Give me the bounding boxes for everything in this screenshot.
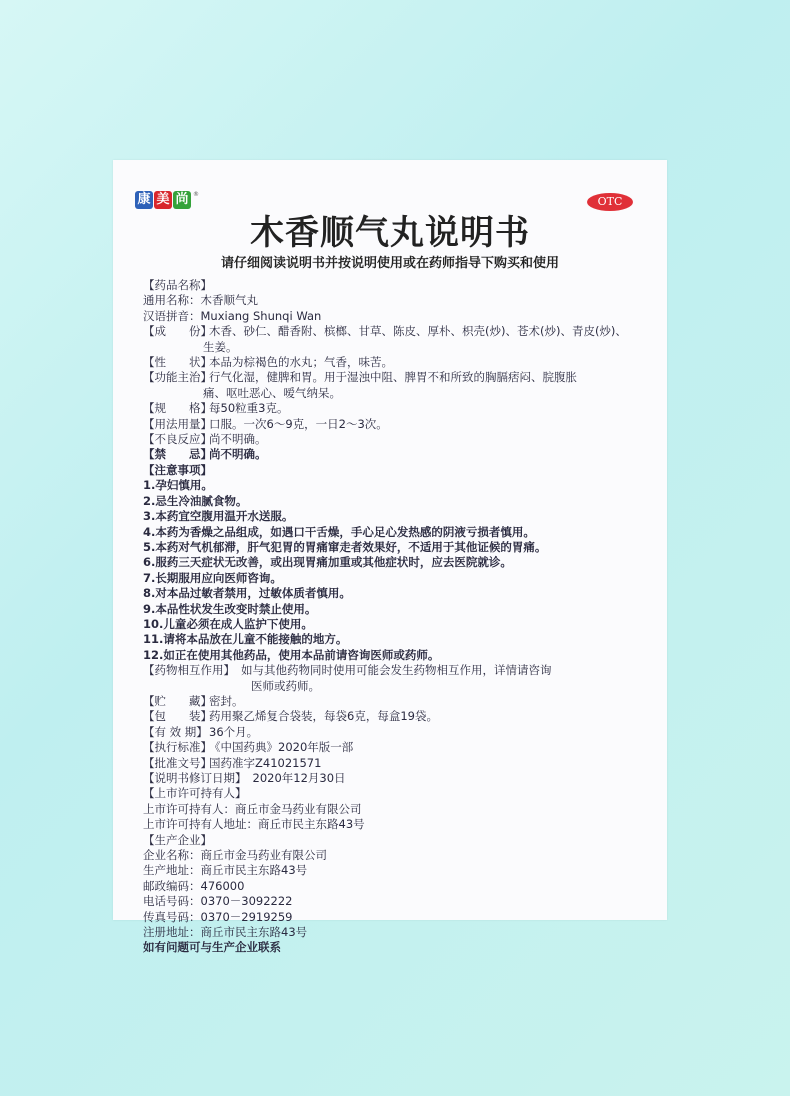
- composition-row: [143, 324, 653, 339]
- contra-value: 尚不明确。: [209, 447, 267, 462]
- approval-value: 国药准字Z41021571: [209, 755, 322, 770]
- package-value: 药用聚乙烯复合袋装，每袋6克，每盒19袋。: [209, 709, 438, 724]
- interaction-value-cont: 医师或药师。: [251, 678, 320, 693]
- usage-row: [143, 417, 653, 432]
- usage-label: 【用法用量】: [143, 416, 212, 431]
- holder-name: 上市许可持有人：商丘市金马药业有限公司: [143, 801, 362, 816]
- page-subtitle: 请仔细阅读说明书并按说明使用或在药师指导下购买和使用: [220, 256, 559, 271]
- revision-row: [143, 771, 653, 786]
- composition-label: 【成 份】: [143, 324, 212, 339]
- standard-value: 《中国药典》2020年版一部: [209, 740, 354, 755]
- brand-char-3: 尚: [173, 191, 191, 209]
- note-item: 10.儿童必须在成人监护下使用。: [143, 616, 313, 631]
- registered-mark: ®: [193, 191, 199, 198]
- interaction-value: 如与其他药物同时使用可能会发生药物相互作用，详情请咨询: [241, 663, 552, 678]
- interaction-label: 【药物相互作用】: [143, 663, 235, 678]
- package-row: [143, 709, 653, 724]
- properties-label: 【性 状】: [143, 355, 212, 370]
- contra-row: [143, 447, 653, 462]
- drug-name-header: 【药品名称】: [143, 278, 212, 292]
- adverse-value: 尚不明确。: [209, 432, 267, 447]
- standard-label: 【执行标准】: [143, 740, 212, 755]
- note-item: 4.本药为香燥之品组成，如遇口干舌燥，手心足心发热感的阴液亏损者慎用。: [143, 524, 535, 539]
- properties-row: [143, 355, 653, 370]
- contact-note: 如有问题可与生产企业联系: [143, 940, 281, 955]
- postcode: 邮政编码：476000: [143, 878, 245, 893]
- registered-address: 注册地址：商丘市民主东路43号: [143, 925, 308, 940]
- contra-label: 【禁 忌】: [143, 447, 212, 462]
- notes-header: 【注意事项】: [143, 462, 212, 477]
- storage-label: 【贮 藏】: [143, 693, 212, 708]
- brand-char-2: 美: [154, 191, 172, 209]
- storage-value: 密封。: [209, 693, 244, 708]
- spec-row: [143, 401, 653, 416]
- revision-value: 2020年12月30日: [252, 771, 346, 785]
- adverse-row: [143, 432, 653, 447]
- note-item: 9.本品性状发生改变时禁止使用。: [143, 601, 317, 616]
- storage-row: [143, 694, 653, 709]
- spec-value: 每50粒重3克。: [209, 401, 289, 416]
- note-item: 11.请将本品放在儿童不能接触的地方。: [143, 632, 348, 647]
- note-item: 8.对本品过敏者禁用，过敏体质者慎用。: [143, 586, 351, 601]
- indications-label: 【功能主治】: [143, 370, 212, 385]
- revision-label: 【说明书修订日期】: [143, 771, 247, 785]
- package-label: 【包 装】: [143, 709, 212, 724]
- holder-header: 【上市许可持有人】: [143, 786, 247, 801]
- leaflet-body: [143, 278, 653, 956]
- page-title: 木香顺气丸说明书: [250, 213, 530, 253]
- properties-value: 本品为棕褐色的水丸；气香，味苦。: [209, 355, 393, 370]
- standard-row: [143, 740, 653, 755]
- maker-header: 【生产企业】: [143, 832, 212, 847]
- indications-value-cont: 痛、呕吐恶心、嗳气纳呆。: [203, 385, 341, 400]
- composition-value: 木香、砂仁、醋香附、槟榔、甘草、陈皮、厚朴、枳壳(炒)、苍术(炒)、青皮(炒)、: [209, 324, 627, 339]
- approval-label: 【批准文号】: [143, 755, 212, 770]
- composition-value-cont: 生姜。: [203, 339, 238, 354]
- note-item: 5.本药对气机郁滞，肝气犯胃的胃痛窜走者效果好，不适用于其他证候的胃痛。: [143, 539, 547, 554]
- phone: 电话号码：0370－3092222: [143, 894, 293, 909]
- interaction-row: [143, 663, 653, 678]
- note-item: 1.孕妇慎用。: [143, 478, 213, 493]
- maker-name: 企业名称：商丘市金马药业有限公司: [143, 848, 327, 863]
- validity-row: [143, 725, 653, 740]
- fax: 传真号码：0370－2919259: [143, 909, 293, 924]
- instruction-leaflet: [113, 160, 667, 955]
- indications-row: [143, 370, 653, 385]
- usage-value: 口服。一次6～9克，一日2～3次。: [209, 416, 388, 431]
- brand-char-1: 康: [135, 191, 153, 209]
- pinyin-name: 汉语拼音：Muxiang Shunqi Wan: [143, 308, 322, 323]
- common-name: 通用名称：木香顺气丸: [143, 293, 258, 308]
- note-item: 12.如正在使用其他药品，使用本品前请咨询医师或药师。: [143, 647, 440, 662]
- approval-row: [143, 756, 653, 771]
- holder-address: 上市许可持有人地址：商丘市民主东路43号: [143, 817, 365, 832]
- note-item: 7.长期服用应向医师咨询。: [143, 570, 282, 585]
- validity-value: 36个月。: [209, 724, 259, 739]
- spec-label: 【规 格】: [143, 401, 212, 416]
- indications-value: 行气化湿，健脾和胃。用于湿浊中阻、脾胃不和所致的胸膈痞闷、脘腹胀: [209, 370, 577, 385]
- validity-label: 【有 效 期】: [143, 724, 208, 739]
- note-item: 6.服药三天症状无改善，或出现胃痛加重或其他症状时，应去医院就诊。: [143, 555, 512, 570]
- note-item: 3.本药宜空腹用温开水送服。: [143, 509, 294, 524]
- maker-address: 生产地址：商丘市民主东路43号: [143, 863, 308, 878]
- otc-badge: OTC: [587, 193, 633, 211]
- adverse-label: 【不良反应】: [143, 432, 212, 447]
- note-item: 2.忌生冷油腻食物。: [143, 493, 248, 508]
